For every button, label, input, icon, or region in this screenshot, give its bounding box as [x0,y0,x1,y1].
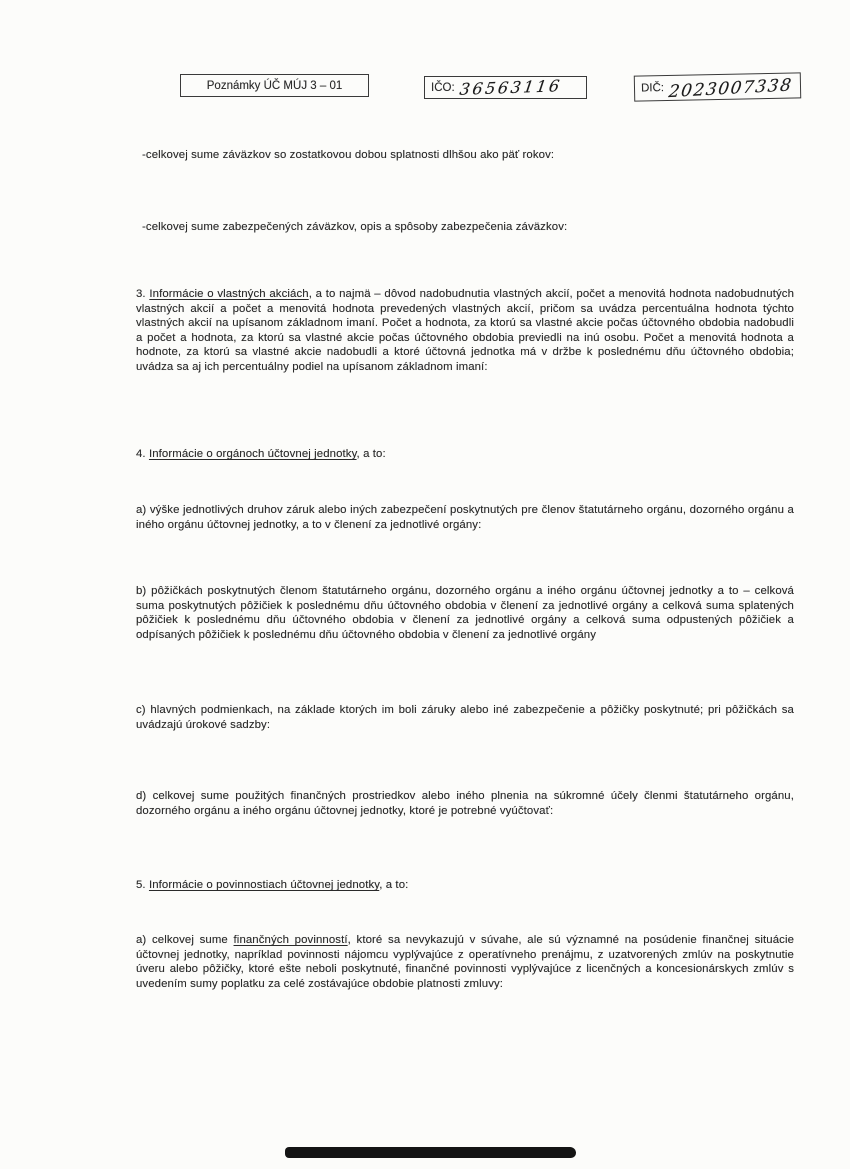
section-4-number: 4. [136,448,149,460]
section-3-number: 3. [136,288,150,300]
ico-label: IČO: [431,81,455,94]
scan-artifact-bar [285,1147,576,1158]
section-4-text: , a to: [356,448,386,460]
ico-box [424,76,587,99]
section-5a-prefix: a) celkovej sume [136,934,234,946]
section-4b-loans: b) pôžičkách poskytnutých členom štatutárneho orgánu, dozorného orgánu a iného orgánu účtovnej jednotky a to – celková suma poskytnutých pôžičiek k poslednému dňu účtovného obdobia v členení za jednotlivé orgány a celková suma splatených pôžičiek k poslednému dňu účtovného obdobia v členení za jednotlivé orgány a celková suma odpustených pôžičiek a odpísaných pôžičiek k poslednému dňu účtovného obdobia v členení za jednotlivé orgány [136,585,794,641]
section-4d-private-use-funds: d) celkovej sume použitých finančných prostriedkov alebo iného plnenia na súkromné účely členmi štatutárneho orgánu, dozorného orgánu a iného orgánu účtovnej jednotky, ktoré je potrebné vyúčtovať: [136,790,794,817]
ico-value-handwritten: 36563116 [458,76,563,99]
section-5a-text: , ktoré sa nevykazujú v súvahe, ale sú významné na posúdenie finančnej situácie účtovnej jednotky, napríklad povinnosti nájomcu vyplývajúce z operatívneho prenájmu, z uzatvorených zmlúv na poskytnutie úveru alebo pôžičky, ktoré ešte neboli poskytnuté, finančné povinnosti vyplývajúce z licenčných a koncesionárskych zmlúv s uvedením sumy poplatku za celé zostávajúce obdobie platnosti zmluvy: [136,934,795,990]
section-5-heading: Informácie o povinnostiach účtovnej jednotky [148,879,380,891]
form-title: Poznámky ÚČ MÚJ 3 – 01 [206,79,343,92]
section-5a-financial-obligations [136,933,794,991]
section-4a-guarantees: a) výške jednotlivých druhov záruk alebo iných zabezpečení poskytnutých pre členov štatutárneho orgánu, dozorného orgánu a iného orgánu účtovnej jednotky, a to v členení za jednotlivé orgány: [136,504,794,531]
section-3-heading: Informácie o vlastných akciách [149,288,309,300]
section-4c-conditions: c) hlavných podmienkach, na základe ktorých im boli záruky alebo iné zabezpečenie a pôžičky poskytnuté; pri pôžičkách sa uvádzajú úrokové sadzby: [136,704,794,731]
section-4-heading: Informácie o orgánoch účtovnej jednotky [148,448,357,460]
paragraph-liabilities-over-five-years: -celkovej sume záväzkov so zostatkovou dobou splatnosti dlhšou ako päť rokov: [142,149,555,161]
form-title-box [180,74,369,97]
dic-label: DIČ: [640,82,665,95]
dic-value-handwritten: 2023007338 [667,75,794,103]
section-3-text: , a to najmä – dôvod nadobudnutia vlastných akcií, počet a menovitá hodnota nadobudnutých vlastných akcií a počet a menovitá hodnota prevedených vlastných akcií, pričom sa uvádza percentuálna hodnota týchto vlastných akcií na upísanom základnom imaní. Počet a hodnota, za ktorú sa vlastné akcie počas účtovného obdobia nadobudli a počet a hodnota, za ktorú sa vlastné akcie počas účtovného obdobia previedli na inú osobu. Počet a menovitá hodnota a hodnote, za ktorú sa vlastné akcie nadobudli a ktoré účtovná jednotka má v držbe k poslednému dňu účtovného obdobia; uvádza sa aj ich percentuálny podiel na upísanom základnom imaní: [136,288,795,373]
paragraph-secured-liabilities: -celkovej sume zabezpečených záväzkov, opis a spôsoby zabezpečenia záväzkov: [142,221,568,233]
section-5-number: 5. [136,879,149,891]
section-5a-underlined: finančných povinností [233,934,348,946]
section-4-company-organs [136,447,794,462]
section-5-text: , a to: [379,879,409,891]
section-3-own-shares [136,287,794,375]
section-5-obligations [136,878,794,893]
dic-box [634,72,801,101]
